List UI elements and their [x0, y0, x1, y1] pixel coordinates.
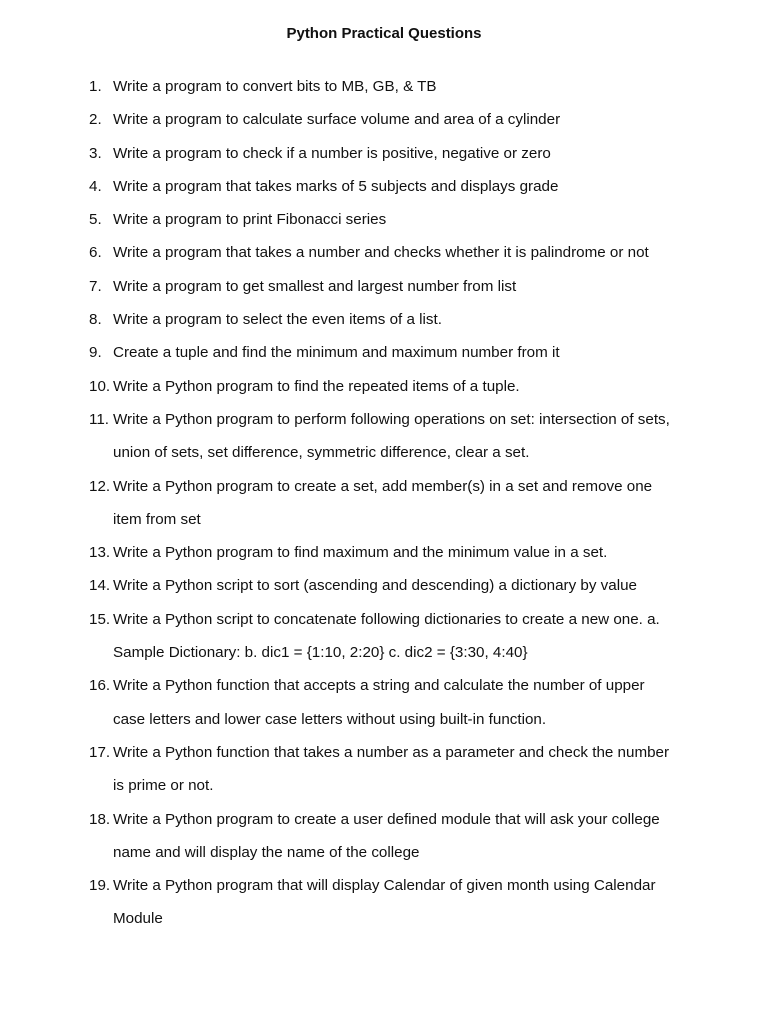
- question-number: 1.: [89, 78, 102, 95]
- question-number: 11.: [89, 410, 109, 428]
- question-text: Write a Python program to find maximum and the minimum value in a set.: [113, 544, 608, 562]
- question-item-1: [0, 70, 673, 103]
- question-item-6: [0, 236, 673, 269]
- question-item-12: [0, 470, 673, 537]
- question-item-11: [0, 403, 673, 470]
- question-list: [0, 70, 768, 936]
- question-item-15: [0, 603, 673, 670]
- question-text: Write a Python program to find the repeated items of a tuple.: [113, 377, 520, 395]
- question-item-19: [0, 869, 673, 936]
- question-text: Write a Python program that will display Calendar of given month using Calendar Module: [113, 877, 656, 928]
- question-item-18: [0, 803, 673, 870]
- question-text: Write a program that takes marks of 5 subjects and displays grade: [113, 177, 559, 195]
- question-number: 19.: [89, 877, 111, 895]
- question-number: 7.: [89, 277, 102, 295]
- question-text: Write a Python function that takes a number as a parameter and check the number is prime or not.: [113, 743, 670, 795]
- question-item-13: [0, 536, 673, 569]
- question-item-2: [0, 103, 673, 136]
- question-number: 6.: [89, 244, 102, 262]
- question-item-10: [0, 370, 673, 403]
- question-number: 14.: [89, 577, 111, 595]
- question-text: Write a Python function that accepts a string and calculate the number of upper case letters and lower case letters without using built-in function.: [113, 677, 645, 728]
- question-text: Write a program to select the even items of a list.: [113, 311, 442, 329]
- question-text: Write a program to get smallest and largest number from list: [113, 277, 517, 295]
- question-item-8: [0, 303, 673, 336]
- question-text: Write a Python script to concatenate following dictionaries to create a new one. a. Sample Dictionary: b. dic1 = {1:10, 2:20} c. dic2 = {3:30, 4:40}: [113, 610, 660, 662]
- question-number: 18.: [89, 810, 111, 828]
- question-text: Write a Python program to perform following operations on set: intersection of sets, union of sets, set difference, symmetric difference, clear a set.: [113, 410, 670, 462]
- question-number: 17.: [89, 743, 111, 761]
- question-item-4: [0, 170, 673, 203]
- question-item-16: [0, 669, 673, 736]
- question-text: Write a program to check if a number is positive, negative or zero: [113, 144, 551, 162]
- question-number: 3.: [89, 144, 102, 162]
- question-text: Write a program to print Fibonacci series: [113, 211, 387, 229]
- question-number: 2.: [89, 111, 102, 129]
- question-item-7: [0, 270, 673, 303]
- question-item-17: [0, 736, 673, 803]
- question-text: Write a program to convert bits to MB, GB, & TB: [113, 78, 437, 95]
- question-number: 10.: [89, 377, 111, 395]
- question-number: 4.: [89, 177, 102, 195]
- question-item-3: [0, 137, 673, 170]
- question-number: 12.: [89, 477, 111, 495]
- page-title: Python Practical Questions: [286, 25, 482, 42]
- question-text: Create a tuple and find the minimum and maximum number from it: [113, 344, 560, 362]
- question-item-5: [0, 203, 673, 236]
- question-text: Write a program to calculate surface volume and area of a cylinder: [113, 111, 561, 129]
- question-item-9: [0, 336, 673, 369]
- question-number: 16.: [89, 677, 111, 695]
- question-text: Write a Python script to sort (ascending and descending) a dictionary by value: [113, 577, 637, 595]
- question-number: 5.: [89, 211, 102, 229]
- question-text: Write a Python program to create a user defined module that will ask your college name and will display the name of the college: [113, 810, 660, 861]
- question-item-14: [0, 569, 673, 602]
- question-text: Write a program that takes a number and checks whether it is palindrome or not: [113, 244, 649, 262]
- question-number: 8.: [89, 311, 102, 329]
- question-number: 13.: [89, 544, 111, 562]
- question-number: 9.: [89, 344, 102, 362]
- question-text: Write a Python program to create a set, add member(s) in a set and remove one item from set: [113, 477, 653, 528]
- question-number: 15.: [89, 610, 111, 628]
